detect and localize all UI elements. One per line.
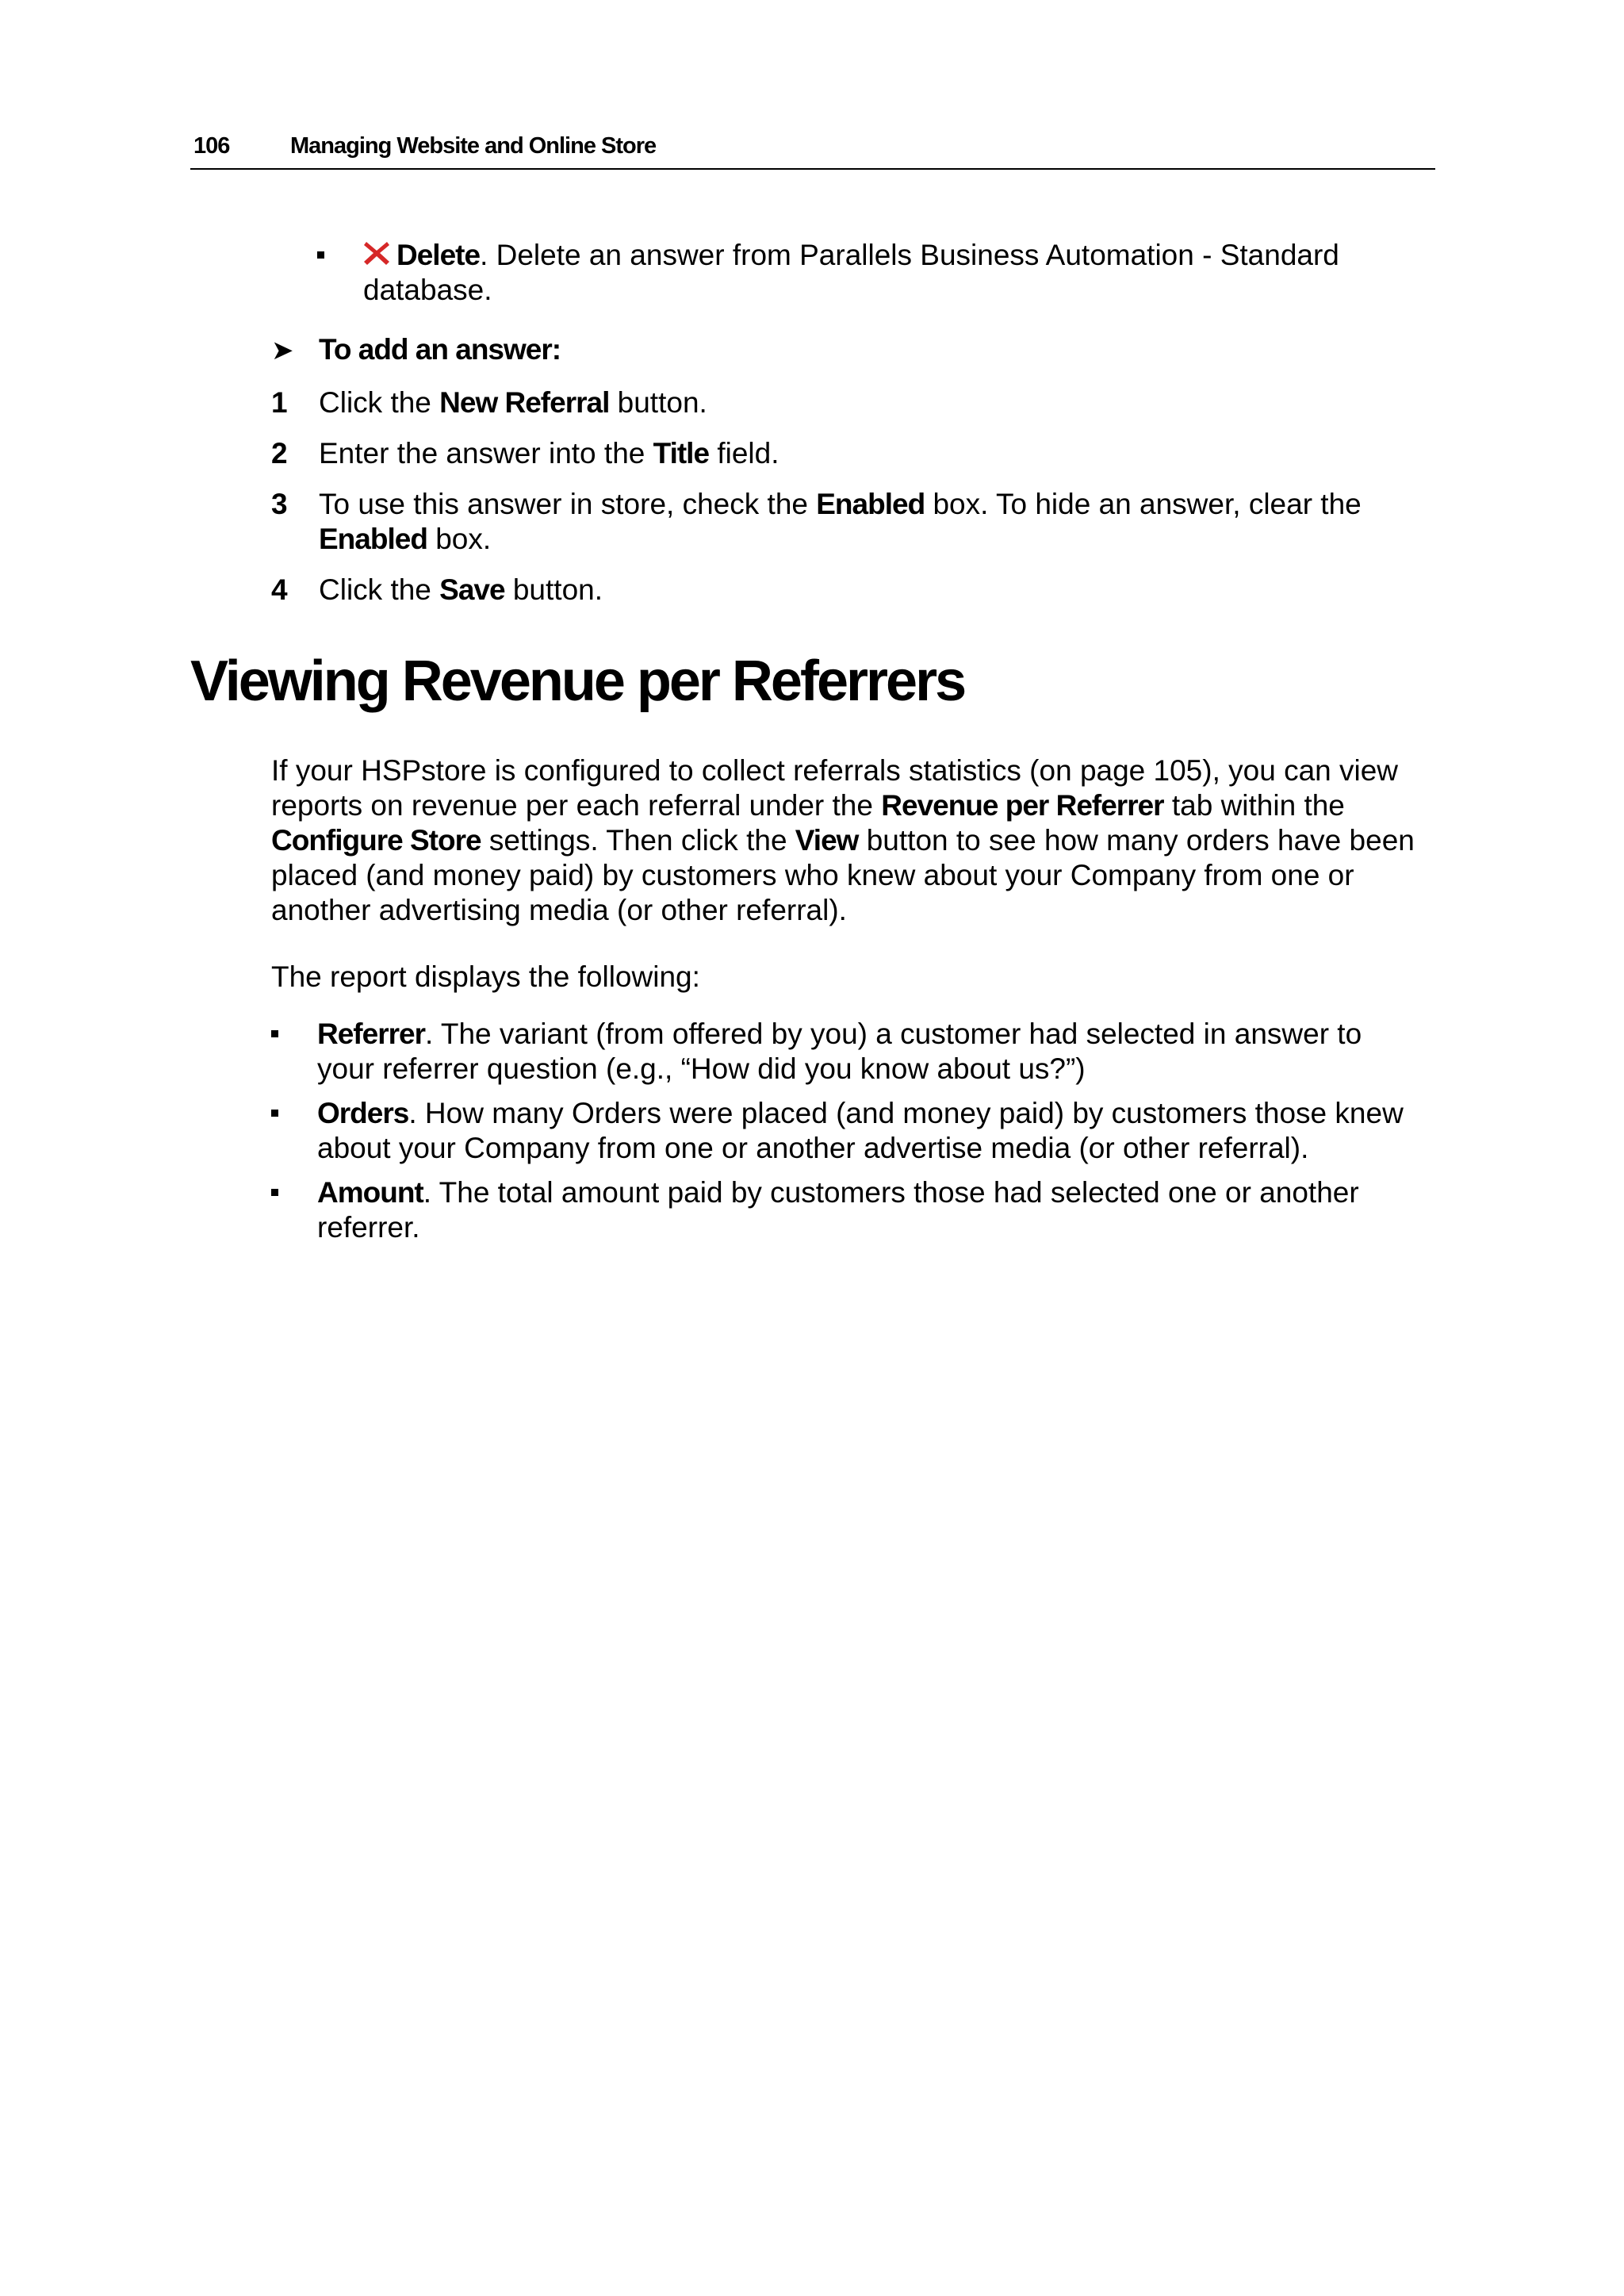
bullet-marker: [317, 251, 324, 259]
procedure-heading: [271, 333, 561, 366]
step-number: 2: [271, 437, 288, 470]
item-label: Orders: [317, 1097, 409, 1129]
delete-label: Delete: [396, 239, 481, 271]
arrow-icon: ➤: [271, 335, 294, 366]
page-number: 106: [193, 133, 230, 159]
ui-term: Revenue per Referrer: [881, 789, 1164, 822]
procedure-heading-text: To add an answer:: [319, 333, 561, 366]
item-description: . The total amount paid by customers those had selected one or another referrer.: [317, 1176, 1359, 1244]
step-text-part: Click the: [319, 386, 440, 419]
step-text-part: button.: [609, 386, 707, 419]
step-text: [319, 436, 1397, 471]
item-label: Amount: [317, 1176, 423, 1209]
list-item-text: [317, 1017, 1421, 1087]
ui-term: New Referral: [439, 386, 610, 419]
step-text-part: field.: [709, 437, 779, 470]
item-label: Referrer: [317, 1018, 425, 1050]
step-number: 3: [271, 488, 288, 520]
delete-x-icon: [363, 240, 390, 266]
step-text: [319, 385, 1397, 420]
bullet-marker: [271, 1189, 278, 1196]
step-text: [319, 573, 1397, 608]
step-number: 4: [271, 573, 288, 606]
step-text-part: box. To hide an answer, clear the: [925, 488, 1362, 520]
report-intro: The report displays the following:: [271, 960, 700, 993]
delete-item-content: [363, 238, 1394, 308]
ui-term: Enabled: [816, 488, 925, 520]
list-item-text: [317, 1096, 1421, 1166]
delete-text: . Delete an answer from Parallels Business Automation - Standard database.: [363, 239, 1339, 306]
paragraph-text: button to see how many orders have been placed (and money paid) by customers who knew about your Company from one or another advertising media (or other referral).: [271, 824, 1415, 926]
step-text-part: box.: [427, 523, 492, 555]
item-description: . How many Orders were placed (and money paid) by customers those knew about your Company from one or another advertise media (or other referral).: [317, 1097, 1404, 1164]
ui-term: View: [795, 824, 859, 857]
step-text-part: Enter the answer into the: [319, 437, 653, 470]
item-description: . The variant (from offered by you) a customer had selected in answer to your referrer question (e.g., “How did you know about us?”): [317, 1018, 1362, 1085]
step-text-part: To use this answer in store, check the: [319, 488, 817, 520]
ui-term: Save: [439, 573, 505, 606]
list-item-text: [317, 1175, 1421, 1245]
step-number: 1: [271, 386, 288, 419]
ui-term: Title: [653, 437, 710, 470]
page-header: [190, 133, 1435, 170]
paragraph-text: settings. Then click the: [481, 824, 795, 857]
ui-term: Enabled: [319, 523, 427, 555]
step-text-part: button.: [504, 573, 603, 606]
section-title: Viewing Revenue per Referrers: [190, 650, 965, 713]
bullet-marker: [271, 1110, 278, 1117]
ui-term: Configure Store: [271, 824, 481, 857]
chapter-title: Managing Website and Online Store: [290, 133, 657, 159]
intro-paragraph: [271, 753, 1421, 928]
step-text-part: Click the: [319, 573, 440, 606]
step-text: [319, 487, 1397, 557]
bullet-marker: [271, 1030, 278, 1037]
paragraph-text: tab within the: [1163, 789, 1345, 822]
paragraph-text: If your HSPstore is configured to collect referrals statistics (on page 105), you can view reports on revenue per each referral under the: [271, 754, 1399, 822]
